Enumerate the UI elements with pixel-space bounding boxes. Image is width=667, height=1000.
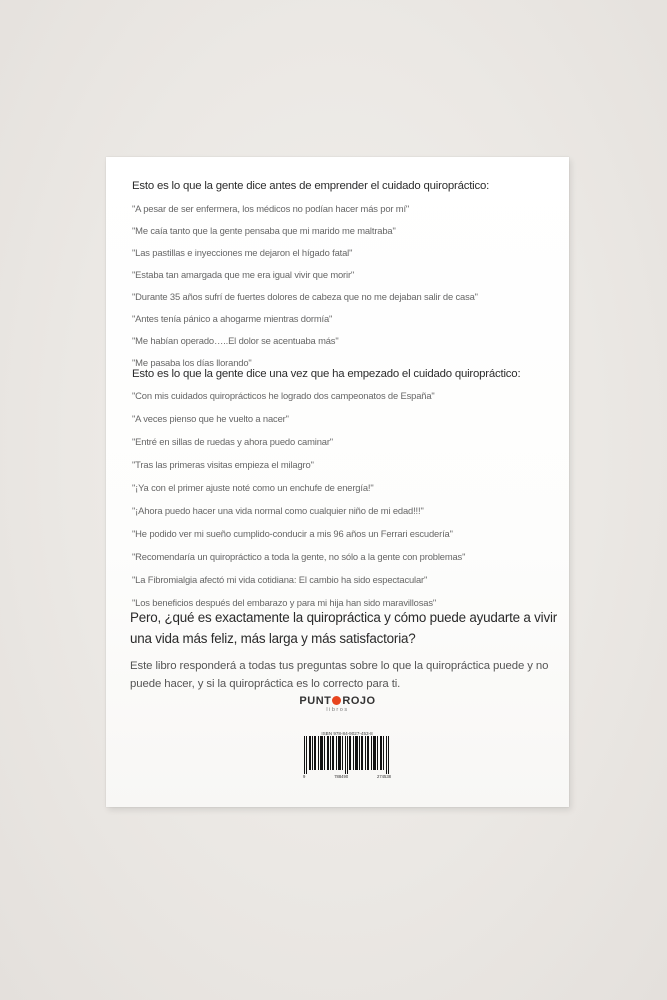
- before-quote: "A pesar de ser enfermera, los médicos no podían hacer más por mí": [132, 203, 410, 214]
- after-quote: "¡Ahora puedo hacer una vida normal como cualquier niño de mi edad!!!": [132, 505, 424, 516]
- publisher-name-right: ROJO: [342, 695, 376, 707]
- question-paragraph: Pero, ¿qué es exactamente la quiropráctica y cómo puede ayudarte a vivir una vida más feliz, más larga y más satisfactoria?: [130, 610, 557, 646]
- before-quote: "Me habían operado…..El dolor se acentuaba más": [132, 335, 339, 346]
- publisher-logo: [106, 695, 569, 713]
- barcode: [301, 731, 393, 783]
- book-back-cover: [106, 157, 569, 807]
- isbn-text: ISBN 978-84-9027-453-8: [321, 731, 373, 736]
- after-quote: "Los beneficios después del embarazo y para mi hija han sido maravillosas": [132, 597, 437, 608]
- after-quote: "La Fibromialgia afectó mi vida cotidiana: El cambio ha sido espectacular": [132, 574, 428, 585]
- before-quote: "Antes tenía pánico a ahogarme mientras dormía": [132, 313, 333, 324]
- publisher-subtitle: libros: [326, 707, 349, 713]
- barcode-digit-prefix: 9: [303, 774, 306, 779]
- after-heading: Esto es lo que la gente dice una vez que ha empezado el cuidado quiropráctico:: [132, 368, 521, 380]
- publisher-dot-icon: [332, 696, 341, 705]
- before-quote: "Me pasaba los días llorando": [132, 357, 252, 368]
- after-quote: "Entré en sillas de ruedas y ahora puedo caminar": [132, 436, 333, 447]
- after-quote: "A veces pienso que he vuelto a nacer": [132, 413, 289, 424]
- barcode-bars-icon: [301, 736, 393, 774]
- after-quote: "Con mis cuidados quiroprácticos he logrado dos campeonatos de España": [132, 390, 435, 401]
- after-quote: "¡Ya con el primer ajuste noté como un enchufe de energía!": [132, 482, 374, 493]
- barcode-digit-group-2: 274538: [377, 774, 391, 779]
- after-quote: "He podido ver mi sueño cumplido-conducir a mis 96 años un Ferrari escudería": [132, 528, 453, 539]
- barcode-digit-group-1: 788490: [334, 774, 349, 779]
- barcode-digits: [301, 774, 393, 779]
- before-quote: "Durante 35 años sufrí de fuertes dolores de cabeza que no me dejaban salir de casa": [132, 291, 478, 302]
- before-heading: Esto es lo que la gente dice antes de emprender el cuidado quiropráctico:: [132, 180, 490, 192]
- before-quote: "Me caía tanto que la gente pensaba que mi marido me maltraba": [132, 225, 396, 236]
- publisher-name-left: PUNT: [299, 695, 332, 707]
- after-quote: "Recomendaría un quiropráctico a toda la gente, no sólo a la gente con problemas": [132, 551, 466, 562]
- answer-paragraph: Este libro responderá a todas tus preguntas sobre lo que la quiropráctica puede y no puede hacer, y si la quiropráctica es lo correcto para ti.: [130, 660, 549, 690]
- before-quote: "Las pastillas e inyecciones me dejaron el hígado fatal": [132, 247, 353, 258]
- before-quote: "Estaba tan amargada que me era igual vivir que morir": [132, 269, 355, 280]
- after-quote: "Tras las primeras visitas empieza el milagro": [132, 459, 314, 470]
